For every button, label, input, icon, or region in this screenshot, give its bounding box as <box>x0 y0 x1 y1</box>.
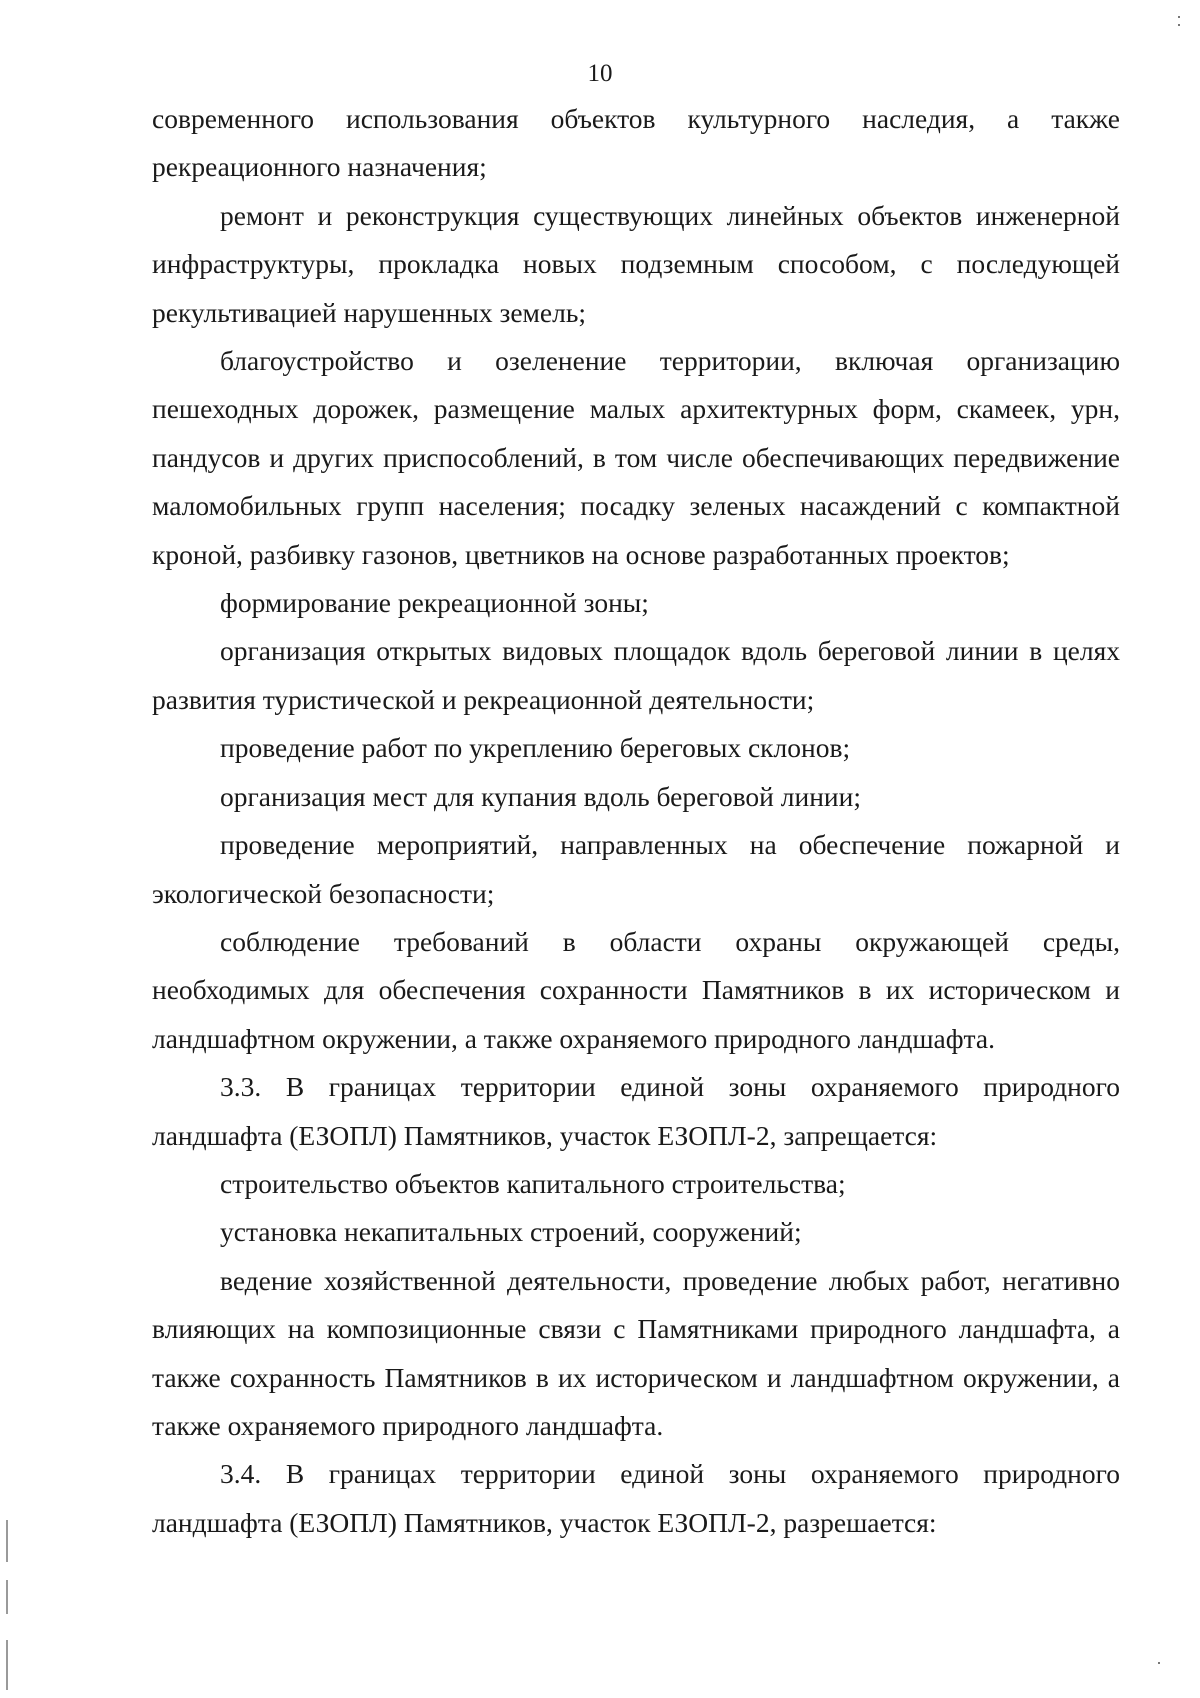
paragraph: благоустройство и озеленение территории, включая организацию пешеходных дорожек, размещение малых архитектурных форм, скамеек, урн, пандусов и других приспособлений, в том числе обеспечивающих передвижение маломобильных групп населения; посадку зеленых насаждений с компактной кроной, разбивку газонов, цветников на основе разработанных проектов; <box>152 345 1120 570</box>
scan-artifact <box>1178 16 1180 18</box>
paragraph: современного использования объектов культурного наследия, а также рекреационного назначения; <box>152 103 1120 183</box>
scan-artifact <box>6 1580 8 1614</box>
paragraph: ремонт и реконструкция существующих линейных объектов инженерной инфраструктуры, прокладка новых подземным способом, с последующей рекультивацией нарушенных земель; <box>152 199 1120 328</box>
paragraph: проведение мероприятий, направленных на обеспечение пожарной и экологической безопасности; <box>152 829 1120 909</box>
scan-artifact <box>6 1520 8 1562</box>
page-number: 10 <box>587 60 613 87</box>
scan-artifact <box>1178 24 1180 26</box>
paragraph: проведение работ по укреплению береговых склонов; <box>220 732 851 764</box>
section-3-4-heading: 3.4. В границах территории единой зоны охраняемого природного ландшафта (ЕЗОПЛ) Памятников, участок ЕЗОПЛ-2, разрешается: <box>152 1458 1120 1538</box>
paragraph: формирование рекреационной зоны; <box>220 587 649 619</box>
section-3-3-heading: 3.3. В границах территории единой зоны охраняемого природного ландшафта (ЕЗОПЛ) Памятников, участок ЕЗОПЛ-2, запрещается: <box>152 1071 1120 1151</box>
paragraph: строительство объектов капитального строительства; <box>220 1167 846 1199</box>
paragraph: организация открытых видовых площадок вдоль береговой линии в целях развития туристической и рекреационной деятельности; <box>152 635 1120 715</box>
document-body <box>152 95 1120 1547</box>
paragraph: установка некапитальных строений, сооружений; <box>220 1216 802 1248</box>
paragraph: соблюдение требований в области охраны окружающей среды, необходимых для обеспечения сохранности Памятников в их историческом и ландшафтном окружении, а также охраняемого природного ландшафта. <box>152 925 1120 1054</box>
paragraph: ведение хозяйственной деятельности, проведение любых работ, негативно влияющих на композиционные связи с Памятниками природного ландшафта, а также сохранность Памятников в их историческом и ландшафтном окружении, а также охраняемого природного ландшафта. <box>152 1264 1120 1441</box>
scan-artifact <box>1158 1662 1160 1664</box>
paragraph: организация мест для купания вдоль береговой линии; <box>220 780 861 812</box>
scan-artifact <box>6 1640 8 1690</box>
